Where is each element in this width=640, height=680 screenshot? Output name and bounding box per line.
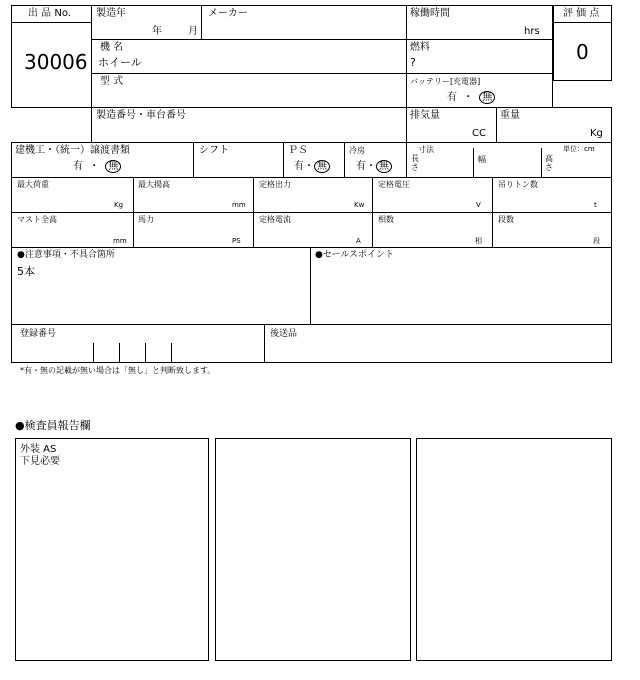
- month-unit: 月: [188, 26, 198, 37]
- inspector-box-1: [15, 438, 209, 661]
- mfg-year-label: 製造年: [96, 8, 126, 19]
- sales-label: ●セールスポイント: [315, 250, 395, 260]
- max-lift-label: 最大揚高: [138, 180, 170, 189]
- inspector-box-2: [215, 438, 411, 661]
- battery-yes: 有: [447, 92, 457, 103]
- transfer-label: 建機工・（統一）譲渡書類: [15, 145, 130, 156]
- hours-label: 稼働時間: [410, 8, 450, 19]
- fuel-value: ?: [410, 56, 416, 69]
- ps-no-circled: 無: [314, 160, 330, 173]
- max-load-unit: Kg: [114, 201, 124, 209]
- type-label: 型 式: [100, 76, 124, 87]
- rated-current-label: 定格電流: [259, 215, 291, 224]
- maker-label: メーカー: [208, 8, 248, 19]
- rating-value: 0: [576, 40, 589, 64]
- weight-label: 重量: [500, 110, 520, 121]
- rating-label: 評 価 点: [563, 8, 600, 19]
- steps-unit: 段: [593, 237, 600, 245]
- unit-note: 単位：cm: [563, 145, 595, 153]
- ps-dot: ・: [304, 161, 314, 172]
- crane-tons-unit: t: [594, 201, 597, 209]
- transfer-yes-no: [73, 160, 121, 173]
- horsepower-label: 馬力: [138, 215, 154, 224]
- serial-label: 製造番号・車台番号: [96, 110, 186, 121]
- rated-voltage-unit: V: [476, 201, 481, 209]
- length-label-1: 長: [411, 154, 419, 163]
- cooling-no-circled: 無: [376, 160, 392, 173]
- weight-unit: Kg: [590, 128, 603, 139]
- item-no-value: 30006: [24, 50, 88, 74]
- displacement-unit: CC: [472, 128, 486, 139]
- height-label-1: 高: [545, 154, 553, 163]
- fuel-label: 燃料: [410, 42, 430, 53]
- dims-label: 寸法: [418, 145, 434, 154]
- year-unit: 年: [152, 26, 162, 37]
- inspector-box-3: [416, 438, 612, 661]
- cooling-yes: 有: [356, 161, 366, 172]
- item-no-label: 出 品 No.: [28, 8, 71, 19]
- model-label: 機 名: [100, 42, 124, 53]
- issues-value: 5本: [17, 265, 35, 278]
- transfer-yes: 有: [73, 161, 83, 172]
- inspector-title: ●検査員報告欄: [15, 419, 91, 432]
- cooling-dot: ・: [366, 161, 376, 172]
- phase-unit: 相: [475, 237, 482, 245]
- ps-label: ＰＳ: [288, 145, 308, 156]
- model-value: ホイール: [98, 56, 142, 69]
- width-label: 幅: [478, 155, 486, 164]
- rated-voltage-label: 定格電圧: [378, 180, 410, 189]
- cooling-label: 冷房: [349, 146, 365, 155]
- rated-current-unit: A: [356, 237, 361, 245]
- horsepower-unit: PS: [232, 237, 241, 245]
- transfer-dot: ・: [89, 161, 100, 172]
- shipping-label: 後送品: [270, 329, 298, 339]
- inspector-box1-line1: 外装 AS: [20, 444, 57, 455]
- ps-yes: 有: [294, 161, 304, 172]
- crane-tons-label: 吊りトン数: [498, 180, 538, 189]
- displacement-label: 排気量: [410, 110, 440, 121]
- issues-label: ●注意事項・不具合箇所: [17, 250, 115, 260]
- length-label-2: さ: [411, 163, 419, 172]
- battery-label: バッテリー[充電器]: [410, 77, 481, 86]
- transfer-no-circled: 無: [105, 160, 121, 173]
- max-lift-unit: mm: [232, 201, 246, 209]
- battery-no-circled: 無: [479, 91, 495, 104]
- inspector-box1-line2: 下見必要: [20, 456, 60, 467]
- cooling-yes-no: [356, 160, 392, 173]
- footnote: *有・無の記載が無い場合は「無し」と判断致します。: [20, 366, 216, 375]
- max-load-label: 最大荷重: [17, 180, 49, 189]
- mast-height-label: マスト全高: [17, 215, 57, 224]
- mast-height-unit: mm: [113, 237, 127, 245]
- ps-yes-no: [294, 160, 330, 173]
- rated-output-label: 定格出力: [259, 180, 291, 189]
- registration-frame: [11, 324, 612, 363]
- hours-unit: hrs: [524, 26, 540, 37]
- shift-label: シフト: [199, 145, 229, 156]
- rated-output-unit: Kw: [354, 201, 365, 209]
- steps-label: 段数: [498, 215, 514, 224]
- phase-label: 相数: [378, 215, 394, 224]
- battery-dot: ・: [463, 92, 474, 103]
- battery-yes-no: [447, 91, 495, 104]
- height-label-2: さ: [545, 163, 553, 172]
- reg-no-label: 登録番号: [20, 329, 57, 339]
